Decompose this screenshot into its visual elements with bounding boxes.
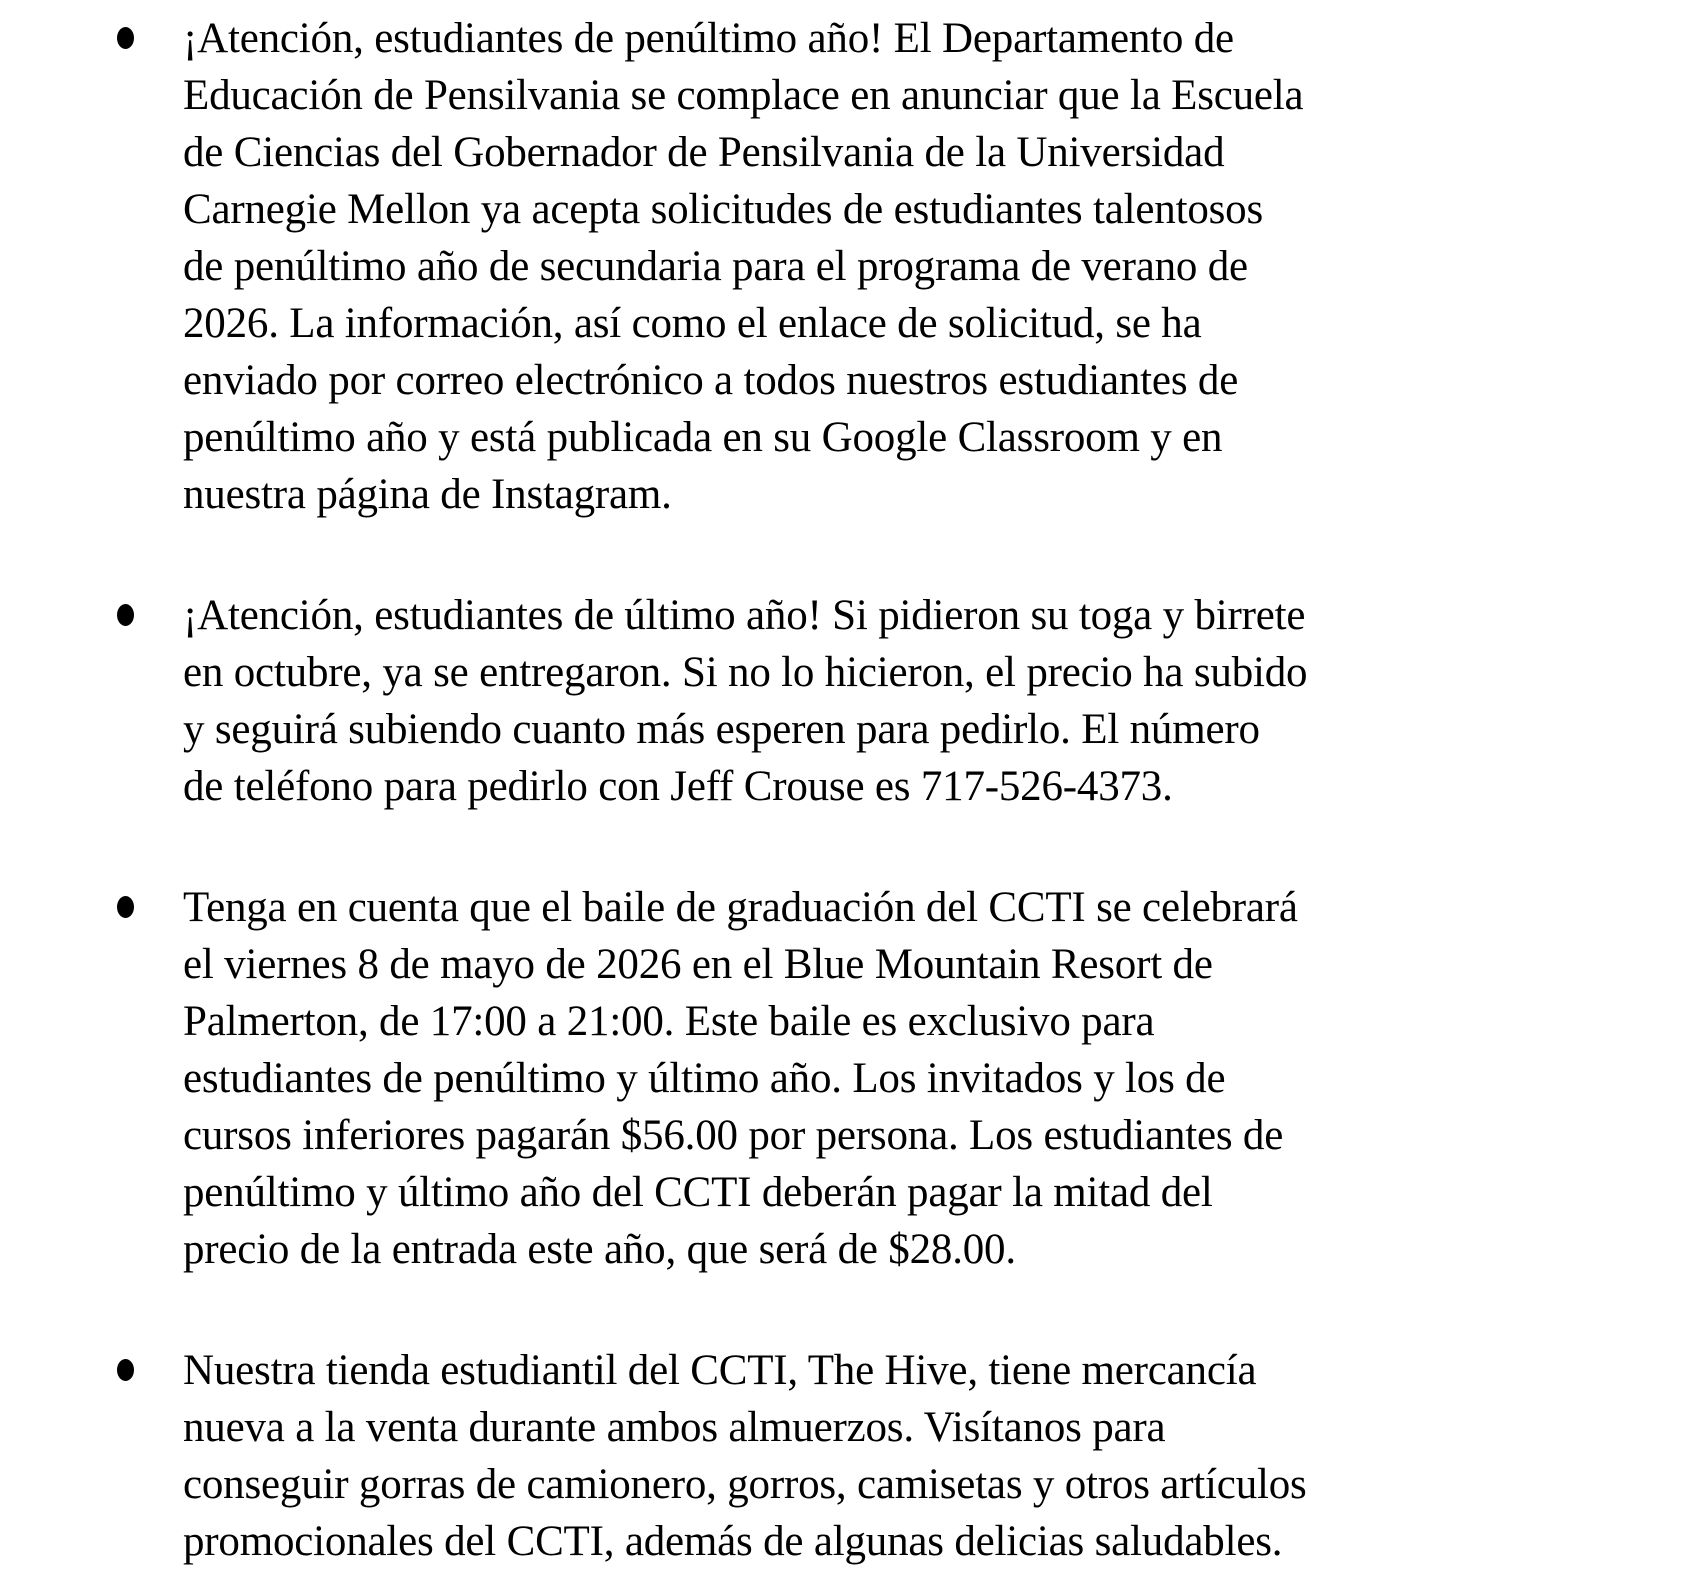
text-line: de Ciencias del Gobernador de Pensilvania de la Universidad — [183, 129, 1225, 176]
bullet-text — [183, 587, 1680, 815]
text-line: nueva a la venta durante ambos almuerzos. Visítanos para — [183, 1404, 1166, 1451]
bullet-text — [183, 879, 1680, 1278]
bullet-item-cap-gown — [117, 587, 1680, 815]
text-line: Tenga en cuenta que el baile de graduación del CCTI se celebrará — [183, 884, 1298, 931]
text-line: Palmerton, de 17:00 a 21:00. Este baile es exclusivo para — [183, 998, 1155, 1045]
bullet-text — [183, 10, 1680, 523]
text-line: 2026. La información, así como el enlace de solicitud, se ha — [183, 300, 1202, 347]
text-line: enviado por correo electrónico a todos nuestros estudiantes de — [183, 357, 1239, 404]
text-line: Nuestra tienda estudiantil del CCTI, The Hive, tiene mercancía — [183, 1347, 1257, 1394]
bullet-icon — [117, 27, 134, 49]
bullet-item-school-store — [117, 1342, 1680, 1570]
text-line: Carnegie Mellon ya acepta solicitudes de estudiantes talentosos — [183, 186, 1263, 233]
text-line: en octubre, ya se entregaron. Si no lo hicieron, el precio ha subido — [183, 649, 1308, 696]
text-line: de penúltimo año de secundaria para el programa de verano de — [183, 243, 1248, 290]
text-line: penúltimo año y está publicada en su Google Classroom y en — [183, 414, 1223, 461]
text-line: nuestra página de Instagram. — [183, 471, 672, 518]
text-line: ¡Atención, estudiantes de último año! Si pidieron su toga y birrete — [183, 592, 1306, 639]
bullet-item-prom — [117, 879, 1680, 1278]
text-line: precio de la entrada este año, que será de $28.00. — [183, 1226, 1016, 1273]
text-line: penúltimo y último año del CCTI deberán pagar la mitad del — [183, 1169, 1213, 1216]
text-line: conseguir gorras de camionero, gorros, camisetas y otros artículos — [183, 1461, 1307, 1508]
bullet-item-juniors-program — [117, 10, 1680, 523]
bullet-text — [183, 1342, 1680, 1570]
text-line: cursos inferiores pagarán $56.00 por persona. Los estudiantes de — [183, 1112, 1284, 1159]
text-line: y seguirá subiendo cuanto más esperen para pedirlo. El número — [183, 706, 1260, 753]
text-line: ¡Atención, estudiantes de penúltimo año! El Departamento de — [183, 15, 1234, 62]
text-line: estudiantes de penúltimo y último año. Los invitados y los de — [183, 1055, 1226, 1102]
bullet-icon — [117, 896, 134, 918]
bullet-icon — [117, 1359, 134, 1381]
text-line: el viernes 8 de mayo de 2026 en el Blue Mountain Resort de — [183, 941, 1213, 988]
text-line: Educación de Pensilvania se complace en anunciar que la Escuela — [183, 72, 1304, 119]
text-line: promocionales del CCTI, además de algunas delicias saludables. — [183, 1518, 1283, 1565]
bullet-icon — [117, 604, 134, 626]
text-line: de teléfono para pedirlo con Jeff Crouse es 717-526-4373. — [183, 763, 1173, 810]
